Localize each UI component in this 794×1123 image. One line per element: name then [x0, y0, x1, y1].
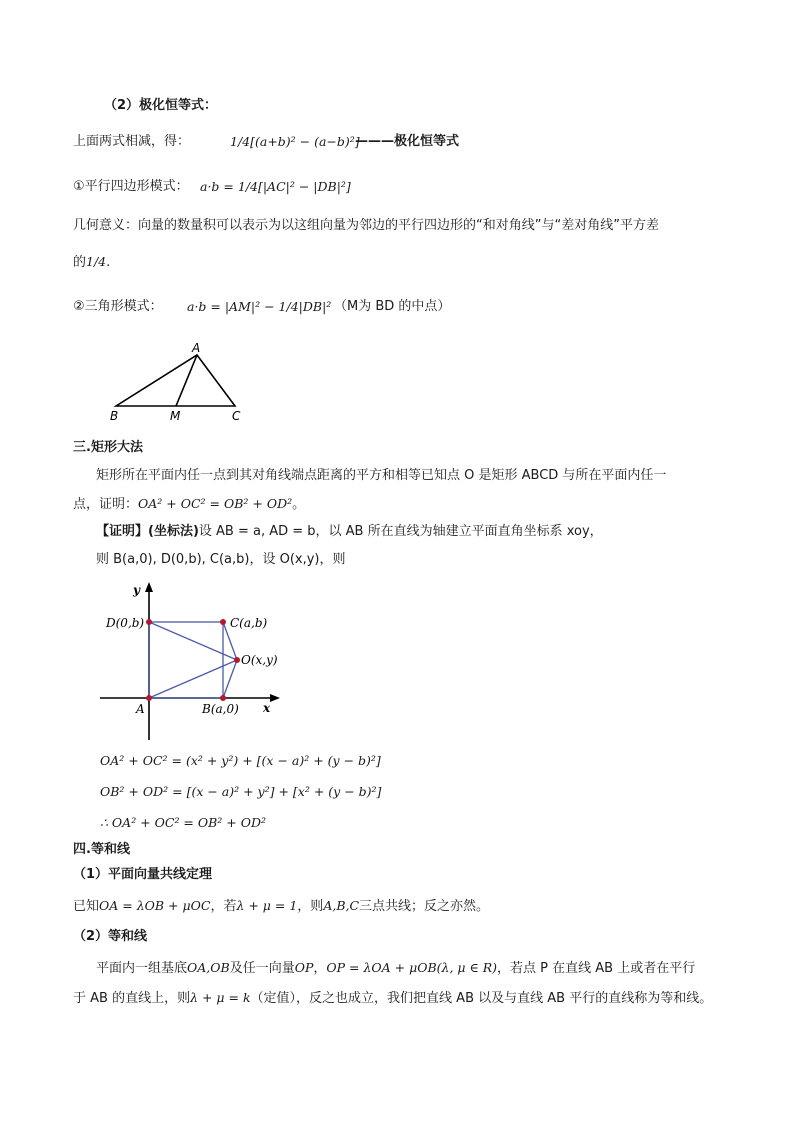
para-formula: a·b = 1/4[|AC|² − |DB|²]	[200, 179, 351, 194]
tri-note: （M为 BD 的中点）	[334, 299, 451, 314]
point-a	[146, 695, 152, 701]
point-c	[220, 619, 226, 625]
point-d	[146, 619, 152, 625]
coordinate-figure	[100, 580, 300, 740]
s42-p1-f1: OA,OB	[187, 960, 230, 975]
eq2: OB² + OD² = [(x − a)² + y²] + [x² + (y − b)²]	[100, 784, 382, 799]
point-b	[220, 695, 226, 701]
label-a: A	[192, 341, 201, 355]
proof-label: 【证明】(坐标法)	[96, 524, 199, 539]
s41-suffix-3: 三点共线；反之亦然。	[359, 899, 490, 914]
proof-line-2: 则 B(a,0), D(0,b), C(a,b)，设 O(x,y)，则	[96, 552, 346, 567]
tri-formula: a·b = |AM|² − 1/4|DB|²	[187, 299, 332, 314]
label-m: M	[170, 409, 181, 423]
geo-line-2-prefix: 的	[73, 255, 87, 270]
median-am	[176, 355, 197, 406]
geo-fraction: 1/4	[86, 254, 107, 269]
s42-p1-f2: OP	[294, 960, 314, 975]
s42-heading: （2）等和线	[73, 929, 148, 944]
s41-heading: （1）平面向量共线定理	[73, 867, 213, 882]
s42-p1-f3: OP = λOA + μOB(λ, μ ∈ R)	[326, 960, 498, 975]
sec4-heading: 四.等和线	[73, 842, 130, 857]
label-b-coord: B(a,0)	[202, 702, 239, 716]
eq1: OA² + OC² = (x² + y²) + [(x − a)² + (y − b)²]	[100, 753, 381, 768]
polar-line	[73, 132, 190, 152]
sec3-p2-prefix: 点，证明：	[73, 497, 139, 512]
label-c: C	[232, 409, 241, 423]
triangle-figure	[100, 338, 260, 428]
s41-suffix-2: ，则	[297, 899, 324, 914]
proof-text-1: 设 AB = a, AD = b，以 AB 所在直线为轴建立平面直角坐标系 xoy，	[198, 524, 603, 539]
s41-formula: OA = λOB + μOC	[99, 898, 211, 913]
s41-prefix: 已知	[73, 899, 100, 914]
x-axis-arrow	[270, 694, 280, 702]
proof-line-1	[96, 522, 603, 542]
polar-suffix: ———极化恒等式	[355, 134, 460, 149]
s42-p2-b: （定值），反之也成立，我们把直线 AB 以及与直线 AB 平行的直线称为等和线。	[250, 991, 713, 1006]
label-x: x	[263, 701, 271, 715]
s41-formula-2: λ + μ = 1	[236, 898, 298, 913]
sec3-p2-suffix: 。	[292, 497, 306, 512]
s2-heading: （2）极化恒等式：	[104, 98, 218, 113]
s42-p2-a: 于 AB 的直线上，则	[73, 991, 191, 1006]
s42-p1-c: ，	[313, 961, 327, 976]
tri-mode-label: ②三角形模式：	[73, 299, 163, 314]
label-d: D(0,b)	[106, 616, 145, 630]
s42-p2-f: λ + μ = k	[190, 990, 251, 1005]
s41-line	[73, 896, 489, 917]
label-c-coord: C(a,b)	[230, 616, 268, 630]
rectangle-abcd	[149, 622, 223, 698]
s41-suffix-1: ，若	[210, 899, 237, 914]
seg-od	[149, 622, 237, 660]
para-mode-label: ①平行四边形模式：	[73, 179, 189, 194]
label-y: y	[133, 583, 140, 597]
eq3: ∴ OA² + OC² = OB² + OD²	[100, 815, 267, 830]
label-a-origin: A	[136, 702, 145, 716]
sec3-p2-formula: OA² + OC² = OB² + OD²	[138, 496, 293, 511]
label-b: B	[110, 409, 119, 423]
geo-line-2-suffix: .	[106, 255, 111, 270]
seg-oa	[149, 660, 237, 698]
point-o	[234, 657, 240, 663]
s41-formula-3: A,B,C	[323, 898, 360, 913]
y-axis-arrow	[145, 582, 153, 592]
sec3-p1: 矩形所在平面内任一点到其对角线端点距离的平方和相等已知点 O 是矩形 ABCD 与所在平面内任一	[96, 468, 667, 483]
geo-line-1: 几何意义：向量的数量积可以表示为以这组向量为邻边的平行四边形的“和对角线”与“差对角线”平方差	[73, 218, 659, 233]
s42-p2	[73, 988, 712, 1009]
s42-p1-b: 及任一向量	[229, 961, 295, 976]
sec3-p2	[73, 494, 305, 515]
polar-formula: 1/4[(a+b)² − (a−b)²]	[230, 134, 360, 149]
polar-prefix: 上面两式相减，得：	[73, 134, 191, 149]
geo-line-2	[73, 252, 110, 273]
s42-p1	[96, 958, 695, 979]
s42-p1-d: ，若点 P 在直线 AB 上或者在平行	[497, 961, 696, 976]
sec3-heading: 三.矩形大法	[73, 440, 143, 455]
triangle-shape	[116, 355, 235, 406]
s42-p1-a: 平面内一组基底	[96, 961, 188, 976]
label-o: O(x,y)	[241, 653, 278, 667]
